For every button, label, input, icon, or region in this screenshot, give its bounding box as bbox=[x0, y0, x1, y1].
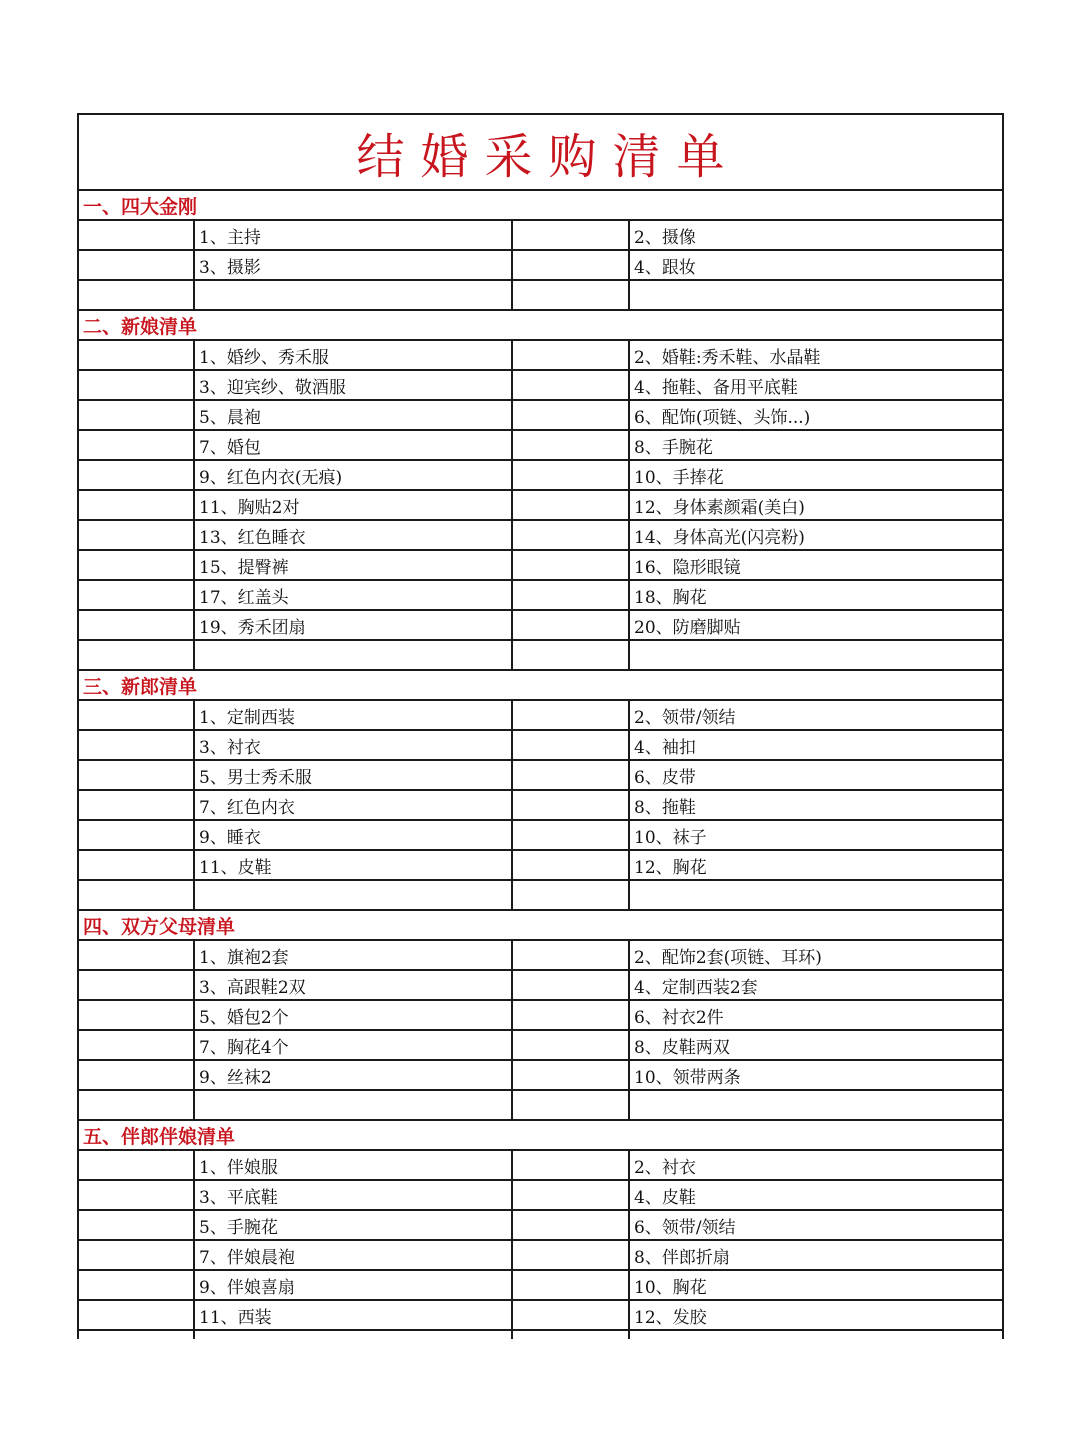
item-cell bbox=[630, 401, 1002, 429]
table-row bbox=[79, 1061, 1002, 1091]
blank-cell bbox=[79, 581, 195, 609]
item-text: 8、手腕花 bbox=[634, 437, 713, 458]
blank-cell bbox=[79, 221, 195, 249]
item-cell bbox=[195, 1301, 513, 1329]
table-row bbox=[79, 971, 1002, 1001]
item-cell bbox=[630, 641, 1002, 669]
item-text: 10、胸花 bbox=[634, 1277, 707, 1298]
blank-cell bbox=[79, 821, 195, 849]
item-text: 3、高跟鞋2双 bbox=[199, 977, 306, 998]
table-row bbox=[79, 761, 1002, 791]
section-heading-row bbox=[79, 911, 1002, 941]
item-text: 2、摄像 bbox=[634, 227, 696, 248]
item-cell bbox=[195, 221, 513, 249]
item-cell bbox=[630, 371, 1002, 399]
table-row bbox=[79, 551, 1002, 581]
item-cell bbox=[195, 1061, 513, 1089]
table-row bbox=[79, 821, 1002, 851]
blank-cell bbox=[79, 1031, 195, 1059]
table-row bbox=[79, 341, 1002, 371]
item-cell bbox=[195, 371, 513, 399]
blank-cell bbox=[79, 1301, 195, 1329]
item-text: 4、跟妆 bbox=[634, 257, 696, 278]
table-row bbox=[79, 1031, 1002, 1061]
blank-cell bbox=[513, 491, 630, 519]
item-cell bbox=[195, 1151, 513, 1179]
blank-cell bbox=[513, 641, 630, 669]
item-cell bbox=[630, 821, 1002, 849]
blank-cell bbox=[513, 581, 630, 609]
blank-cell bbox=[513, 731, 630, 759]
item-cell bbox=[630, 1241, 1002, 1269]
item-cell bbox=[195, 251, 513, 279]
blank-cell bbox=[79, 551, 195, 579]
blank-cell bbox=[79, 251, 195, 279]
item-text: 10、领带两条 bbox=[634, 1067, 741, 1088]
item-text: 4、袖扣 bbox=[634, 737, 696, 758]
item-cell bbox=[195, 941, 513, 969]
item-cell bbox=[195, 971, 513, 999]
table-row bbox=[79, 521, 1002, 551]
item-text: 4、定制西装2套 bbox=[634, 977, 758, 998]
blank-cell bbox=[513, 1271, 630, 1299]
table-row bbox=[79, 701, 1002, 731]
item-cell bbox=[195, 461, 513, 489]
blank-cell bbox=[513, 821, 630, 849]
item-text: 15、提臀裤 bbox=[199, 557, 289, 578]
blank-cell bbox=[79, 371, 195, 399]
table-row bbox=[79, 1181, 1002, 1211]
blank-cell bbox=[513, 251, 630, 279]
blank-cell bbox=[513, 1181, 630, 1209]
item-cell bbox=[195, 401, 513, 429]
table-row bbox=[79, 1091, 1002, 1121]
blank-cell bbox=[79, 761, 195, 789]
item-text: 18、胸花 bbox=[634, 587, 707, 608]
blank-cell bbox=[79, 701, 195, 729]
table-row bbox=[79, 1211, 1002, 1241]
section-heading-row bbox=[79, 191, 1002, 221]
item-cell bbox=[630, 1091, 1002, 1119]
item-text: 3、平底鞋 bbox=[199, 1187, 278, 1208]
tail-cell bbox=[195, 1331, 513, 1339]
blank-cell bbox=[513, 1091, 630, 1119]
item-text: 17、红盖头 bbox=[199, 587, 289, 608]
item-text: 7、婚包 bbox=[199, 437, 261, 458]
blank-cell bbox=[513, 701, 630, 729]
blank-cell bbox=[513, 1061, 630, 1089]
item-text: 6、皮带 bbox=[634, 767, 696, 788]
item-cell bbox=[630, 611, 1002, 639]
blank-cell bbox=[513, 941, 630, 969]
item-text: 5、男士秀禾服 bbox=[199, 767, 312, 788]
item-cell bbox=[195, 731, 513, 759]
blank-cell bbox=[79, 461, 195, 489]
item-cell bbox=[195, 551, 513, 579]
item-text: 19、秀禾团扇 bbox=[199, 617, 306, 638]
item-cell bbox=[195, 1091, 513, 1119]
item-text: 1、主持 bbox=[199, 227, 261, 248]
blank-cell bbox=[79, 1061, 195, 1089]
table-row bbox=[79, 1001, 1002, 1031]
item-cell bbox=[630, 761, 1002, 789]
item-text: 7、伴娘晨袍 bbox=[199, 1247, 295, 1268]
item-cell bbox=[195, 341, 513, 369]
blank-cell bbox=[79, 611, 195, 639]
blank-cell bbox=[513, 461, 630, 489]
blank-cell bbox=[79, 341, 195, 369]
item-text: 1、定制西装 bbox=[199, 707, 295, 728]
blank-cell bbox=[513, 851, 630, 879]
item-text: 5、晨袍 bbox=[199, 407, 261, 428]
item-text: 9、丝袜2 bbox=[199, 1067, 272, 1088]
blank-cell bbox=[79, 731, 195, 759]
blank-cell bbox=[79, 791, 195, 819]
table-row bbox=[79, 851, 1002, 881]
item-text: 2、领带/领结 bbox=[634, 707, 736, 728]
blank-cell bbox=[513, 371, 630, 399]
item-cell bbox=[630, 791, 1002, 819]
blank-cell bbox=[513, 401, 630, 429]
item-cell bbox=[630, 1301, 1002, 1329]
blank-cell bbox=[513, 1151, 630, 1179]
item-cell bbox=[195, 281, 513, 309]
item-text: 10、袜子 bbox=[634, 827, 707, 848]
item-cell bbox=[630, 1151, 1002, 1179]
item-cell bbox=[195, 1181, 513, 1209]
table-row bbox=[79, 221, 1002, 251]
item-cell bbox=[630, 521, 1002, 549]
table-row bbox=[79, 941, 1002, 971]
blank-cell bbox=[513, 221, 630, 249]
item-text: 9、伴娘喜扇 bbox=[199, 1277, 295, 1298]
item-cell bbox=[195, 521, 513, 549]
item-cell bbox=[195, 701, 513, 729]
item-cell bbox=[630, 251, 1002, 279]
item-text: 5、手腕花 bbox=[199, 1217, 278, 1238]
blank-cell bbox=[513, 551, 630, 579]
table-tail bbox=[79, 1331, 1002, 1339]
item-cell bbox=[630, 1271, 1002, 1299]
item-cell bbox=[630, 731, 1002, 759]
item-text: 4、拖鞋、备用平底鞋 bbox=[634, 377, 798, 398]
table-row bbox=[79, 491, 1002, 521]
item-text: 2、婚鞋:秀禾鞋、水晶鞋 bbox=[634, 347, 821, 368]
blank-cell bbox=[79, 281, 195, 309]
item-cell bbox=[195, 881, 513, 909]
table-row bbox=[79, 1241, 1002, 1271]
item-text: 6、配饰(项链、头饰...) bbox=[634, 407, 811, 428]
item-text: 13、红色睡衣 bbox=[199, 527, 306, 548]
blank-cell bbox=[513, 1001, 630, 1029]
blank-cell bbox=[79, 431, 195, 459]
table-row bbox=[79, 791, 1002, 821]
blank-cell bbox=[513, 281, 630, 309]
item-cell bbox=[195, 491, 513, 519]
item-text: 2、配饰2套(项链、耳环) bbox=[634, 947, 822, 968]
item-cell bbox=[195, 431, 513, 459]
blank-cell bbox=[513, 1031, 630, 1059]
item-cell bbox=[630, 851, 1002, 879]
table-row bbox=[79, 611, 1002, 641]
item-cell bbox=[630, 701, 1002, 729]
blank-cell bbox=[79, 1001, 195, 1029]
blank-cell bbox=[513, 971, 630, 999]
section-heading: 一、四大金刚 bbox=[83, 195, 198, 218]
item-text: 12、身体素颜霜(美白) bbox=[634, 497, 805, 518]
item-cell bbox=[630, 281, 1002, 309]
item-cell bbox=[195, 581, 513, 609]
item-text: 3、摄影 bbox=[199, 257, 261, 278]
blank-cell bbox=[513, 761, 630, 789]
blank-cell bbox=[79, 491, 195, 519]
blank-cell bbox=[513, 881, 630, 909]
item-text: 4、皮鞋 bbox=[634, 1187, 696, 1208]
item-cell bbox=[195, 791, 513, 819]
section-heading-row bbox=[79, 1121, 1002, 1151]
item-cell bbox=[630, 941, 1002, 969]
item-text: 2、衬衣 bbox=[634, 1157, 696, 1178]
section-heading-row bbox=[79, 311, 1002, 341]
item-text: 20、防磨脚贴 bbox=[634, 617, 741, 638]
item-cell bbox=[630, 341, 1002, 369]
item-text: 8、拖鞋 bbox=[634, 797, 696, 818]
item-text: 7、胸花4个 bbox=[199, 1037, 289, 1058]
blank-cell bbox=[513, 1301, 630, 1329]
item-cell bbox=[630, 551, 1002, 579]
item-text: 7、红色内衣 bbox=[199, 797, 295, 818]
table-row bbox=[79, 401, 1002, 431]
item-cell bbox=[195, 821, 513, 849]
item-text: 12、胸花 bbox=[634, 857, 707, 878]
item-cell bbox=[195, 1031, 513, 1059]
item-text: 16、隐形眼镜 bbox=[634, 557, 741, 578]
tail-cell bbox=[630, 1331, 1002, 1339]
item-cell bbox=[630, 881, 1002, 909]
item-text: 3、迎宾纱、敬酒服 bbox=[199, 377, 346, 398]
page-title: 结婚采购清单 bbox=[356, 128, 741, 185]
table-row bbox=[79, 431, 1002, 461]
section-heading: 五、伴郎伴娘清单 bbox=[83, 1125, 236, 1148]
table-row bbox=[79, 281, 1002, 311]
table-row bbox=[79, 371, 1002, 401]
blank-cell bbox=[513, 791, 630, 819]
item-text: 8、伴郎折扇 bbox=[634, 1247, 730, 1268]
item-text: 3、衬衣 bbox=[199, 737, 261, 758]
table-row bbox=[79, 881, 1002, 911]
item-cell bbox=[195, 641, 513, 669]
section-heading-row bbox=[79, 671, 1002, 701]
item-text: 12、发胶 bbox=[634, 1307, 707, 1328]
item-cell bbox=[630, 1031, 1002, 1059]
item-cell bbox=[630, 461, 1002, 489]
blank-cell bbox=[79, 881, 195, 909]
item-text: 1、旗袍2套 bbox=[199, 947, 289, 968]
item-cell bbox=[630, 431, 1002, 459]
section-heading: 三、新郎清单 bbox=[83, 675, 198, 698]
blank-cell bbox=[513, 611, 630, 639]
blank-cell bbox=[79, 941, 195, 969]
item-text: 1、婚纱、秀禾服 bbox=[199, 347, 329, 368]
table-row bbox=[79, 251, 1002, 281]
blank-cell bbox=[79, 971, 195, 999]
item-text: 8、皮鞋两双 bbox=[634, 1037, 730, 1058]
blank-cell bbox=[513, 341, 630, 369]
item-text: 9、红色内衣(无痕) bbox=[199, 467, 343, 488]
item-text: 1、伴娘服 bbox=[199, 1157, 278, 1178]
item-cell bbox=[630, 1181, 1002, 1209]
item-cell bbox=[195, 1001, 513, 1029]
blank-cell bbox=[79, 1151, 195, 1179]
blank-cell bbox=[513, 431, 630, 459]
shopping-list-table bbox=[77, 113, 1004, 1339]
tail-cell bbox=[79, 1331, 195, 1339]
blank-cell bbox=[79, 1181, 195, 1209]
table-row bbox=[79, 731, 1002, 761]
blank-cell bbox=[79, 1271, 195, 1299]
blank-cell bbox=[79, 401, 195, 429]
item-text: 6、领带/领结 bbox=[634, 1217, 736, 1238]
item-cell bbox=[630, 1061, 1002, 1089]
item-cell bbox=[630, 971, 1002, 999]
item-cell bbox=[630, 581, 1002, 609]
item-text: 14、身体高光(闪亮粉) bbox=[634, 527, 805, 548]
section-heading: 二、新娘清单 bbox=[83, 315, 198, 338]
item-cell bbox=[630, 491, 1002, 519]
table-row bbox=[79, 1301, 1002, 1331]
blank-cell bbox=[513, 1241, 630, 1269]
blank-cell bbox=[79, 1211, 195, 1239]
tail-cell bbox=[513, 1331, 630, 1339]
table-row bbox=[79, 641, 1002, 671]
table-row bbox=[79, 1151, 1002, 1181]
title-row bbox=[79, 115, 1002, 191]
blank-cell bbox=[79, 641, 195, 669]
item-cell bbox=[195, 761, 513, 789]
item-text: 6、衬衣2件 bbox=[634, 1007, 724, 1028]
item-text: 9、睡衣 bbox=[199, 827, 261, 848]
blank-cell bbox=[513, 521, 630, 549]
item-text: 11、西装 bbox=[199, 1307, 272, 1328]
blank-cell bbox=[79, 521, 195, 549]
sections-container bbox=[79, 191, 1002, 1331]
blank-cell bbox=[79, 1241, 195, 1269]
item-cell bbox=[195, 1271, 513, 1299]
item-cell bbox=[195, 611, 513, 639]
table-row bbox=[79, 1271, 1002, 1301]
blank-cell bbox=[79, 851, 195, 879]
table-row bbox=[79, 461, 1002, 491]
item-text: 11、胸贴2对 bbox=[199, 497, 300, 518]
item-text: 11、皮鞋 bbox=[199, 857, 272, 878]
blank-cell bbox=[79, 1091, 195, 1119]
blank-cell bbox=[513, 1211, 630, 1239]
section-heading: 四、双方父母清单 bbox=[83, 915, 236, 938]
item-cell bbox=[630, 221, 1002, 249]
item-cell bbox=[630, 1001, 1002, 1029]
item-text: 10、手捧花 bbox=[634, 467, 724, 488]
table-row bbox=[79, 581, 1002, 611]
item-cell bbox=[195, 1211, 513, 1239]
item-cell bbox=[195, 851, 513, 879]
item-text: 5、婚包2个 bbox=[199, 1007, 289, 1028]
item-cell bbox=[630, 1211, 1002, 1239]
item-cell bbox=[195, 1241, 513, 1269]
